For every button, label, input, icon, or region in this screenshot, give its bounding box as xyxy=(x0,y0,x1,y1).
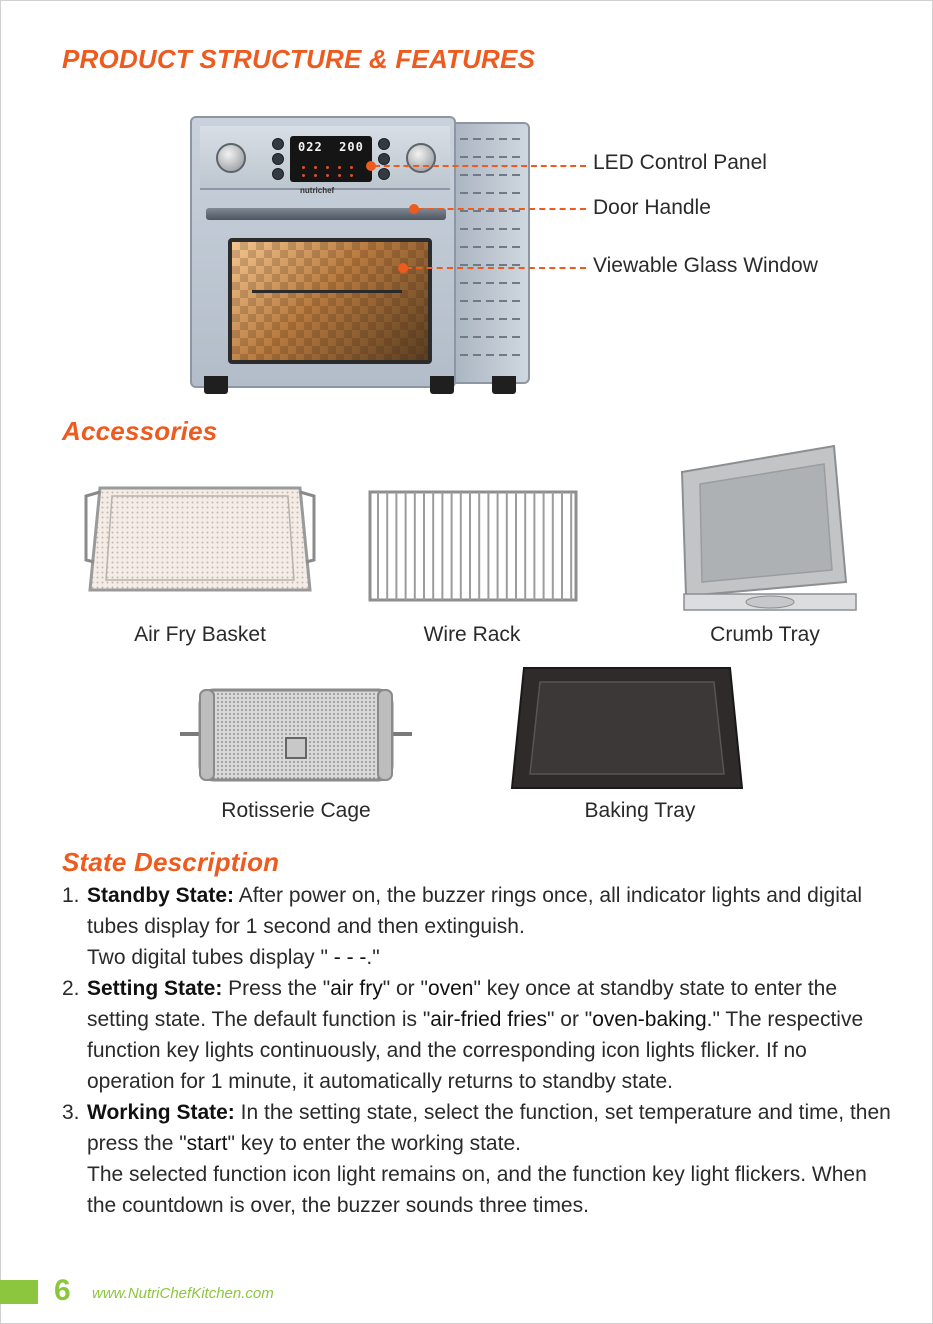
state-text: " or " xyxy=(546,1008,593,1031)
vent-slot xyxy=(486,156,494,158)
state-paragraph: The selected function icon light remains on, and the function key light flickers. When the countdown is over, the buzzer sounds three times. xyxy=(87,1163,867,1217)
panel-button-icon xyxy=(378,153,390,165)
vent-slot xyxy=(460,354,468,356)
callout-label-led-panel: LED Control Panel xyxy=(593,151,767,174)
vent-slot xyxy=(460,246,468,248)
vent-slot xyxy=(512,192,520,194)
vent-slot xyxy=(473,174,481,176)
indicator-dot-icon xyxy=(350,166,353,169)
viewable-glass-window xyxy=(228,238,432,364)
oven-foot xyxy=(430,376,454,394)
panel-button-icon xyxy=(378,138,390,150)
vent-slot xyxy=(460,336,468,338)
oven-foot xyxy=(492,376,516,394)
state-text: " key to enter the working state. xyxy=(227,1132,521,1155)
indicator-dot-icon xyxy=(314,166,317,169)
state-text: ." xyxy=(366,946,380,969)
left-knob-icon xyxy=(216,143,246,173)
vent-slot xyxy=(512,156,520,158)
oven-side-panel xyxy=(452,122,530,384)
vent-slot xyxy=(486,318,494,320)
vent-slot xyxy=(512,246,520,248)
callout-label-glass-window: Viewable Glass Window xyxy=(593,254,818,277)
crumb-tray-icon xyxy=(678,444,858,614)
panel-button-icon xyxy=(272,168,284,180)
page-number: 6 xyxy=(54,1274,71,1307)
caption-air-fry-basket: Air Fry Basket xyxy=(134,623,266,646)
state-paragraph xyxy=(87,942,892,973)
vent-slot xyxy=(512,210,520,212)
vent-slot xyxy=(460,300,468,302)
state-text: " key once at standby state to enter the setting state. The default function is " xyxy=(87,977,838,1031)
state-keyword: oven xyxy=(427,977,474,1000)
state-title: Working State: xyxy=(87,1101,235,1124)
vent-slot xyxy=(473,228,481,230)
vent-slot xyxy=(499,300,507,302)
state-text: " or " xyxy=(382,977,428,1000)
vent-slot xyxy=(460,138,468,140)
product-structure-heading: PRODUCT STRUCTURE & FEATURES xyxy=(62,44,536,74)
indicator-dot-icon xyxy=(302,166,305,169)
state-keyword: start xyxy=(186,1132,228,1155)
vent-slot xyxy=(473,246,481,248)
vent-slot xyxy=(473,138,481,140)
vent-slot xyxy=(486,174,494,176)
display-digits xyxy=(298,140,364,154)
state-text: Press the " xyxy=(222,977,331,1000)
vent-slot xyxy=(460,156,468,158)
vent-slot xyxy=(473,336,481,338)
footer-accent-bar xyxy=(0,1280,38,1304)
vent-slot xyxy=(512,300,520,302)
vent-slot xyxy=(460,318,468,320)
vent-slot xyxy=(473,192,481,194)
vent-slot xyxy=(486,210,494,212)
vent-slot xyxy=(473,282,481,284)
state-keyword: - - - xyxy=(333,946,367,969)
rotisserie-spit xyxy=(252,290,402,293)
vent-slot xyxy=(486,246,494,248)
caption-wire-rack: Wire Rack xyxy=(423,623,521,646)
caption-rotisserie-cage: Rotisserie Cage xyxy=(221,799,371,822)
indicator-dot-icon xyxy=(326,174,329,177)
callout-line-glass-window xyxy=(406,267,586,269)
state-text: In the setting state, select the function, set temperature and time, then press the " xyxy=(87,1101,891,1155)
vent-slot xyxy=(499,228,507,230)
state-title: Setting State: xyxy=(87,977,223,1000)
vent-slot xyxy=(512,174,520,176)
state-number: 3. xyxy=(62,1101,80,1124)
brand-logo: nutrichef xyxy=(300,186,335,195)
state-body xyxy=(87,880,892,973)
vent-slot xyxy=(460,228,468,230)
state-keyword: oven-baking xyxy=(592,1008,707,1031)
indicator-dot-icon xyxy=(350,174,353,177)
oven-front xyxy=(190,116,456,388)
state-description-heading: State Description xyxy=(62,847,280,877)
state-text: After power on, the buzzer rings once, all indicator lights and digital tubes display for 1 second and then extinguish. xyxy=(87,884,863,938)
vent-slot xyxy=(499,318,507,320)
vent-slot xyxy=(499,138,507,140)
led-control-panel xyxy=(200,126,450,190)
window-interior-pattern xyxy=(232,242,428,360)
vent-slot xyxy=(473,156,481,158)
vent-slot xyxy=(460,210,468,212)
state-paragraph xyxy=(87,973,892,1097)
indicator-dot-icon xyxy=(338,166,341,169)
vent-slot xyxy=(499,156,507,158)
wire-rack-icon xyxy=(366,488,580,604)
accessories-heading: Accessories xyxy=(62,416,218,446)
panel-button-icon xyxy=(272,138,284,150)
vent-slot xyxy=(486,264,494,266)
led-display xyxy=(290,136,372,182)
vent-slot xyxy=(486,336,494,338)
state-paragraph xyxy=(87,1097,892,1159)
callout-label-door-handle: Door Handle xyxy=(593,196,711,219)
vent-slot xyxy=(473,300,481,302)
vent-slot xyxy=(473,354,481,356)
display-right-value: 200 xyxy=(339,140,364,154)
vent-slot xyxy=(486,138,494,140)
vent-slot xyxy=(499,174,507,176)
air-fryer-oven-image xyxy=(182,110,534,402)
vent-slot xyxy=(499,354,507,356)
vent-slot xyxy=(512,264,520,266)
state-item-working xyxy=(62,1097,892,1221)
air-fry-basket-icon xyxy=(80,470,320,606)
footer-website-link[interactable]: www.NutriChefKitchen.com xyxy=(92,1285,274,1302)
state-item-setting xyxy=(62,973,892,1097)
callout-line-led-panel xyxy=(374,165,586,167)
rotisserie-cage-icon xyxy=(176,684,416,786)
vent-slot xyxy=(512,336,520,338)
vent-slot xyxy=(486,282,494,284)
vent-slot xyxy=(512,282,520,284)
display-left-value: 022 xyxy=(298,140,323,154)
vent-slot xyxy=(486,300,494,302)
vent-slot xyxy=(473,210,481,212)
vent-slot xyxy=(512,228,520,230)
panel-button-icon xyxy=(378,168,390,180)
vent-slot xyxy=(460,192,468,194)
state-description-list xyxy=(62,880,892,1221)
state-title: Standby State: xyxy=(87,884,235,907)
state-body xyxy=(87,1097,892,1221)
right-knob-icon xyxy=(406,143,436,173)
vent-slot xyxy=(486,228,494,230)
vent-slot xyxy=(499,264,507,266)
vent-slot xyxy=(473,318,481,320)
vent-slot xyxy=(460,282,468,284)
vent-slot xyxy=(486,192,494,194)
caption-crumb-tray: Crumb Tray xyxy=(710,623,820,646)
vent-slot xyxy=(512,318,520,320)
state-paragraph xyxy=(87,880,892,942)
panel-button-icon xyxy=(272,153,284,165)
indicator-dot-icon xyxy=(302,174,305,177)
oven-foot xyxy=(204,376,228,394)
state-keyword: air fry xyxy=(330,977,383,1000)
state-body xyxy=(87,973,892,1097)
caption-baking-tray: Baking Tray xyxy=(584,799,696,822)
vent-slot xyxy=(486,354,494,356)
vent-slot xyxy=(460,264,468,266)
state-keyword: air-fried fries xyxy=(430,1008,547,1031)
indicator-dot-icon xyxy=(326,166,329,169)
vent-slot xyxy=(499,336,507,338)
state-text: ." The respective function key lights continuously, and the corresponding icon lights flicker. If no operation for 1 minute, it automatically returns to standby state. xyxy=(87,1008,864,1093)
baking-tray-icon xyxy=(510,664,744,792)
callout-line-door-handle xyxy=(417,208,586,210)
vent-slot xyxy=(499,210,507,212)
indicator-dot-icon xyxy=(338,174,341,177)
vent-slot xyxy=(499,192,507,194)
state-item-standby xyxy=(62,880,892,973)
vent-slot xyxy=(460,174,468,176)
state-number: 1. xyxy=(62,884,80,907)
state-number: 2. xyxy=(62,977,80,1000)
indicator-dot-icon xyxy=(314,174,317,177)
vent-slot xyxy=(512,354,520,356)
state-text: Two digital tubes display " xyxy=(87,946,334,969)
vent-slot xyxy=(512,138,520,140)
vent-slot xyxy=(499,246,507,248)
vent-slot xyxy=(499,282,507,284)
vent-slot xyxy=(473,264,481,266)
